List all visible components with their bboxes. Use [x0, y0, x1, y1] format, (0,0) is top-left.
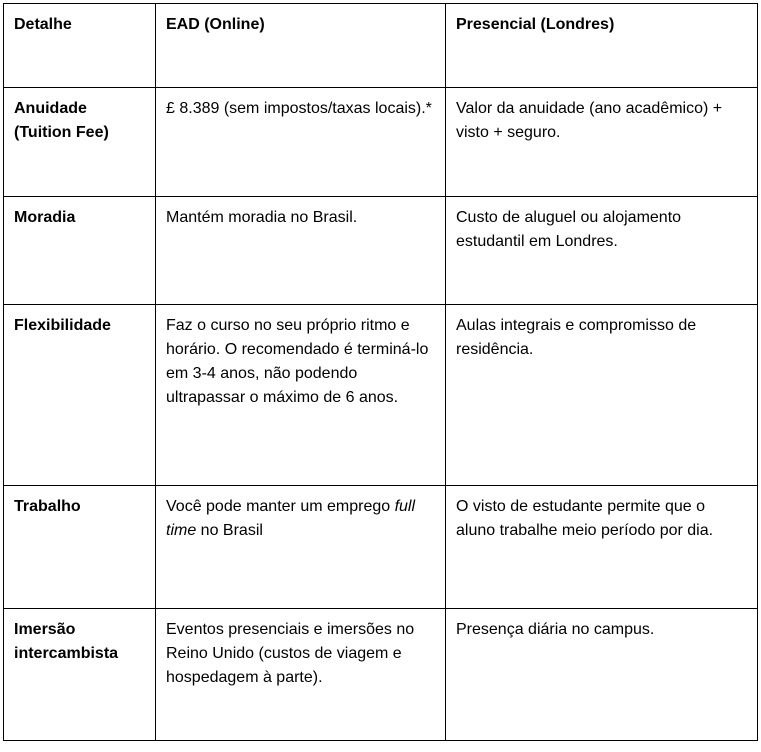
row-label-imersao: Imersão intercambista — [4, 609, 156, 741]
table-row — [4, 305, 758, 486]
cell-ead-anuidade: £ 8.389 (sem impostos/taxas locais).* — [156, 88, 446, 197]
table-row — [4, 88, 758, 197]
cell-ead-imersao: Eventos presenciais e imersões no Reino Unido (custos de viagem e hospedagem à parte). — [156, 609, 446, 741]
header-cell-ead: EAD (Online) — [156, 4, 446, 88]
table-row — [4, 197, 758, 305]
cell-ead-trabalho-suffix: no Brasil — [196, 522, 263, 539]
header-cell-detalhe: Detalhe — [4, 4, 156, 88]
header-cell-presencial: Presencial (Londres) — [446, 4, 758, 88]
cell-ead-trabalho-prefix: Você pode manter um emprego — [166, 498, 395, 515]
cell-presencial-imersao: Presença diária no campus. — [446, 609, 758, 741]
cell-ead-flexibilidade: Faz o curso no seu próprio ritmo e horário. O recomendado é terminá-lo em 3-4 anos, não podendo ultrapassar o máximo de 6 anos. — [156, 305, 446, 486]
cell-presencial-trabalho: O visto de estudante permite que o aluno trabalhe meio período por dia. — [446, 486, 758, 609]
cell-ead-trabalho — [156, 486, 446, 609]
table-row — [4, 486, 758, 609]
table-row — [4, 609, 758, 741]
row-label-flexibilidade: Flexibilidade — [4, 305, 156, 486]
row-label-trabalho: Trabalho — [4, 486, 156, 609]
row-label-moradia: Moradia — [4, 197, 156, 305]
row-label-anuidade: Anuidade (Tuition Fee) — [4, 88, 156, 197]
table-header-row — [4, 4, 758, 88]
cell-presencial-anuidade: Valor da anuidade (ano acadêmico) + visto + seguro. — [446, 88, 758, 197]
cell-presencial-moradia: Custo de aluguel ou alojamento estudantil em Londres. — [446, 197, 758, 305]
comparison-table — [3, 3, 758, 741]
cell-presencial-flexibilidade: Aulas integrais e compromisso de residência. — [446, 305, 758, 486]
cell-ead-trabalho-emphasis: full time — [166, 498, 416, 539]
cell-ead-moradia: Mantém moradia no Brasil. — [156, 197, 446, 305]
